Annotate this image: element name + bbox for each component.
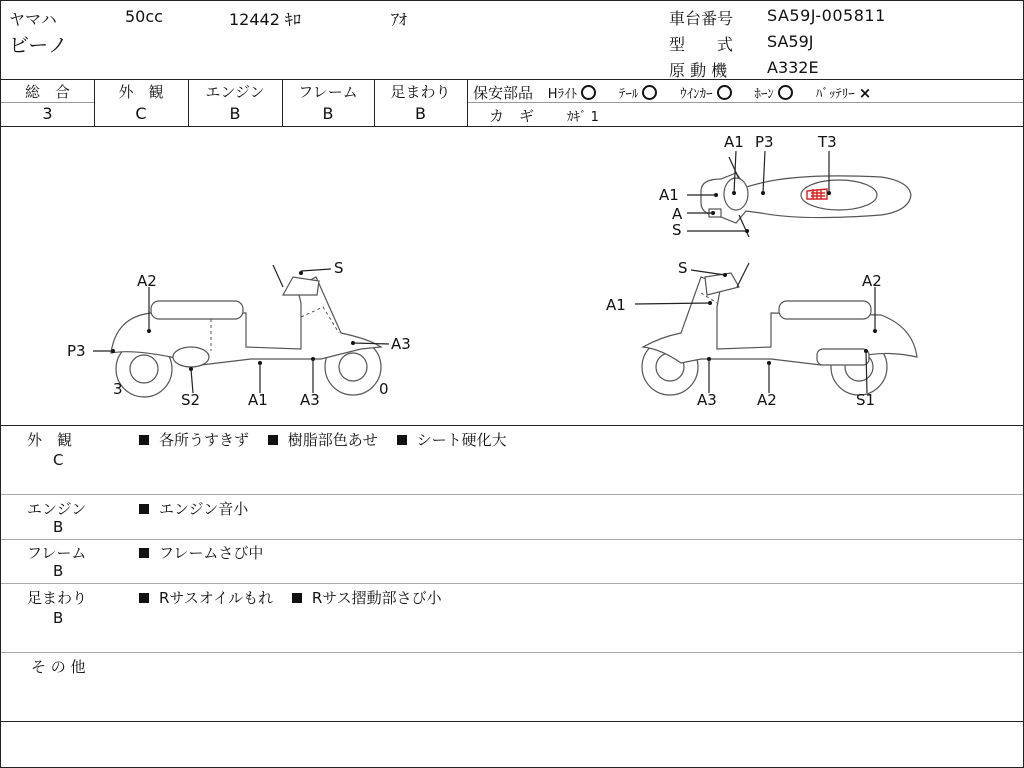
notes-bottom-border	[1, 721, 1023, 722]
note-category-frame: フレーム	[27, 544, 87, 562]
diagram-label: A1	[606, 296, 626, 314]
bullet-icon	[139, 504, 149, 514]
grade-value-exterior: C	[135, 104, 147, 123]
engine-label: 原 動 機	[669, 61, 728, 80]
note-grade-exterior: C	[53, 451, 64, 469]
scooter-top-view	[659, 133, 911, 239]
ok-circle-icon	[581, 85, 596, 100]
safety-item-label: ﾊﾞｯﾃﾘｰ	[815, 87, 855, 102]
note-item: 樹脂部色あせ	[287, 431, 378, 449]
mileage: 12442 ｷﾛ	[229, 10, 301, 29]
key-value: ｶｷﾞ 1	[567, 110, 599, 125]
diagram-label: A2	[137, 272, 157, 290]
grade-label-engine: エンジン	[205, 83, 265, 101]
diagram-label: 0	[379, 380, 389, 398]
grade-label-frame: フレーム	[298, 83, 358, 101]
diagram-label: S	[334, 259, 344, 277]
grade-sub-divider	[1, 102, 94, 103]
note-category-exterior: 外 観	[27, 431, 73, 449]
diagram-label: A2	[862, 272, 882, 290]
safety-item-taillight	[619, 84, 658, 102]
note-item: 各所うすきず	[159, 431, 250, 449]
note-items-suspension	[139, 587, 456, 608]
notes-divider	[1, 494, 1023, 495]
note-grade-engine: B	[53, 518, 64, 536]
scooter-right-view	[606, 259, 917, 409]
note-item: Rサス摺動部さび小	[311, 589, 442, 607]
safety-parts-row	[473, 82, 871, 103]
scooter-left-view	[67, 259, 411, 409]
diagram-label: S	[672, 221, 682, 239]
diagram-label: A	[672, 205, 683, 223]
diagram-label: S1	[856, 391, 876, 409]
grade-label-exterior: 外 観	[118, 83, 164, 101]
safety-item-horn	[754, 84, 793, 102]
notes-divider	[1, 652, 1023, 653]
safety-title: 保安部品	[473, 84, 534, 102]
type-label: 型 式	[669, 35, 734, 54]
note-items-frame	[139, 542, 277, 563]
diagram-label: S2	[181, 391, 201, 409]
grade-value-frame: B	[322, 104, 334, 123]
engine-value: A332E	[767, 58, 819, 77]
note-item: エンジン音小	[159, 500, 249, 518]
diagram-label: P3	[67, 342, 86, 360]
diagram-label: P3	[755, 133, 774, 151]
note-items-exterior	[139, 429, 521, 450]
grade-value-overall: 3	[42, 104, 53, 123]
diagram-label: 3	[113, 380, 123, 398]
color: ｱｵ	[391, 10, 408, 29]
safety-item-headlight	[548, 84, 596, 102]
safety-item-label: ｳｲﾝｶｰ	[680, 87, 713, 102]
diagram-label: A3	[300, 391, 320, 409]
note-items-engine	[139, 498, 262, 519]
safety-item-winker	[680, 84, 732, 102]
grade-label-overall: 総 合	[24, 83, 70, 101]
key-label: カ ギ	[489, 107, 535, 125]
note-item: Rサスオイルもれ	[159, 589, 274, 607]
note-item: フレームさび中	[159, 544, 264, 562]
note-category-engine: エンジン	[27, 500, 87, 518]
bullet-icon	[139, 593, 149, 603]
scooter-damage-diagram	[1, 127, 1023, 425]
ok-circle-icon	[642, 85, 657, 100]
grade-label-suspension: 足まわり	[390, 83, 451, 101]
diagram-label: A2	[757, 391, 777, 409]
diagram-label: A3	[697, 391, 717, 409]
safety-item-label: ﾃｰﾙ	[618, 87, 639, 102]
frame-no-label: 車台番号	[669, 9, 734, 28]
note-grade-suspension: B	[53, 609, 64, 627]
note-category-other: そ の 他	[31, 658, 86, 676]
safety-item-label: Hﾗｲﾄ	[547, 87, 578, 102]
notes-divider	[1, 539, 1023, 540]
ok-circle-icon	[778, 85, 793, 100]
note-grade-frame: B	[53, 562, 64, 580]
bullet-icon	[139, 548, 149, 558]
grade-value-suspension: B	[415, 104, 426, 123]
grade-col-divider	[467, 79, 468, 126]
diagram-label: S	[678, 259, 688, 277]
ng-cross-icon: ×	[858, 84, 872, 102]
diagram-label: A1	[248, 391, 268, 409]
diagram-label: T3	[818, 133, 837, 151]
maker: ヤマハ	[9, 10, 57, 29]
type-value: SA59J	[767, 32, 814, 51]
ok-circle-icon	[717, 85, 732, 100]
bullet-icon	[292, 593, 302, 603]
note-item: シート硬化大	[416, 431, 507, 449]
diagram-label: A1	[724, 133, 744, 151]
notes-top-border	[1, 425, 1023, 426]
bullet-icon	[139, 435, 149, 445]
bullet-icon	[268, 435, 278, 445]
displacement: 50cc	[125, 7, 163, 26]
model-name: ビーノ	[9, 33, 68, 57]
diagram-label: A3	[391, 335, 411, 353]
grade-value-engine: B	[229, 104, 241, 123]
note-category-suspension: 足まわり	[27, 589, 88, 607]
safety-item-battery	[816, 84, 872, 102]
bullet-icon	[397, 435, 407, 445]
diagram-label: A1	[659, 186, 679, 204]
frame-no: SA59J-005811	[767, 6, 886, 25]
grade-table-top-border	[1, 79, 1023, 80]
notes-divider	[1, 583, 1023, 584]
safety-item-label: ﾎｰﾝ	[754, 87, 774, 102]
